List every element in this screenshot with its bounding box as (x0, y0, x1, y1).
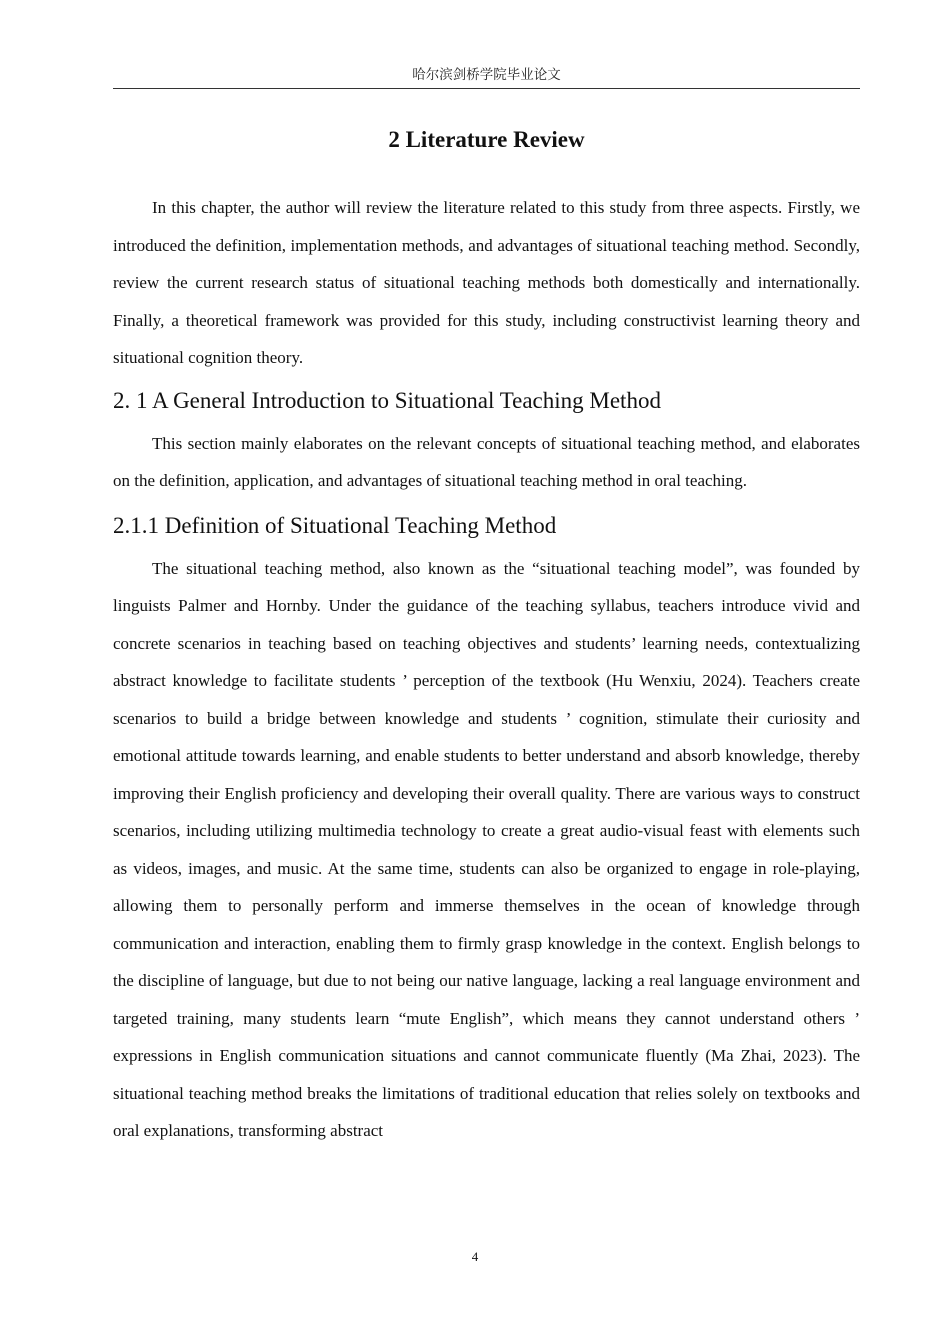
running-header: 哈尔滨剑桥学院毕业论文 (412, 67, 561, 82)
section-2-1-1-heading: 2.1.1 Definition of Situational Teaching Method (113, 512, 557, 538)
page-number: 4 (471, 1249, 479, 1264)
section-2-1-heading: 2. 1 A General Introduction to Situational Teaching Method (113, 387, 661, 413)
section-2-1-paragraph: This section mainly elaborates on the relevant concepts of situational teaching method, and elaborates on the definition, application, and advantages of situational teaching method in oral teaching. (113, 433, 860, 490)
chapter-intro-paragraph: In this chapter, the author will review the literature related to this study from three aspects. Firstly, we introduced the definition, implementation methods, and advantages of situational teaching method. Secondly, review the current research status of situational teaching methods both domestically and internationally. Finally, a theoretical framework was provided for this study, including constructivist learning theory and situational cognition theory. (113, 198, 860, 367)
section-2-1-1-paragraph: The situational teaching method, also known as the “situational teaching model”, was founded by linguists Palmer and Hornby. Under the guidance of the teaching syllabus, teachers introduce vivid and concrete scenarios in teaching based on teaching objectives and students’ learning needs, contextualizing abstract knowledge to facilitate students ’ perception of the textbook (Hu Wenxiu, 2024). Teachers create scenarios to build a bridge between knowledge and students ’ cognition, stimulate their curiosity and emotional attitude towards learning, and enable students to better understand and absorb knowledge, thereby improving their English proficiency and developing their overall quality. There are various ways to construct scenarios, including utilizing multimedia technology to create a great audio-visual feast with elements such as videos, images, and music. At the same time, students can also be organized to engage in role-playing, allowing them to personally perform and immerse themselves in the ocean of knowledge through communication and interaction, enabling them to firmly grasp knowledge in the context. English belongs to the discipline of language, but due to not being our native language, lacking a real language environment and targeted training, many students learn “mute English”, which means they cannot understand others ’ expressions in English communication situations and cannot communicate fluently (Ma Zhai, 2023). The situational teaching method breaks the limitations of traditional education that relies solely on textbooks and oral explanations, transforming abstract (113, 558, 860, 1140)
header-rule (113, 88, 860, 89)
page-content (113, 120, 860, 1150)
chapter-title: 2 Literature Review (388, 127, 585, 152)
